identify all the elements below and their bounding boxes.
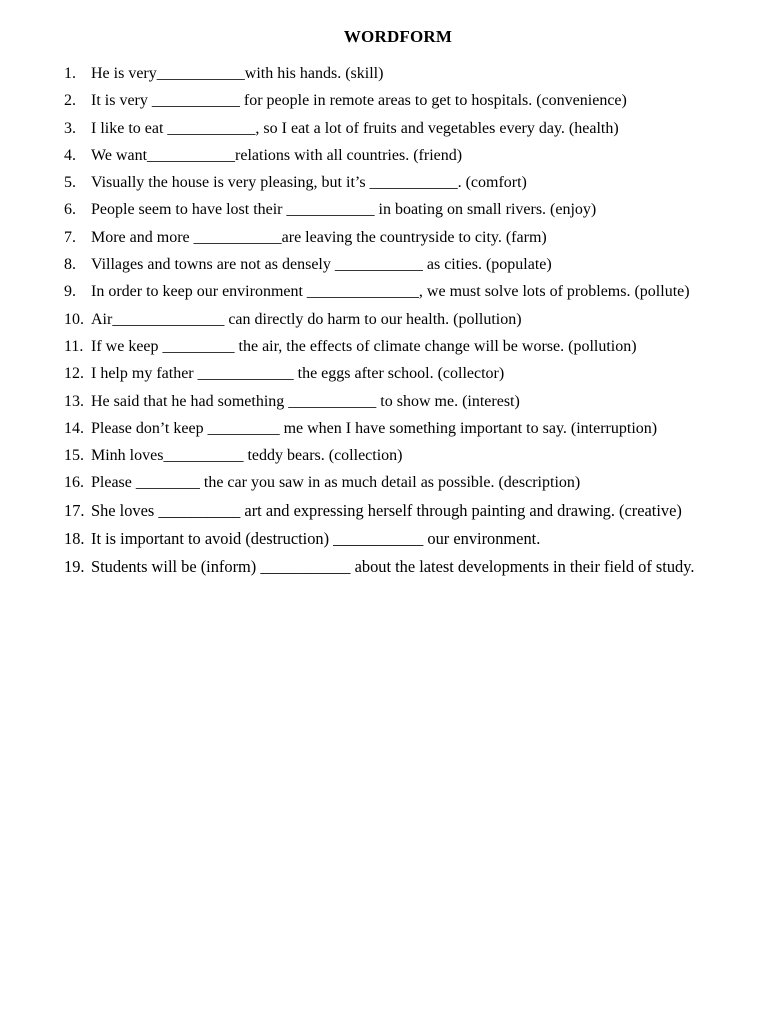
item-text: Air______________ can directly do harm to our health. (pollution) — [91, 310, 522, 328]
item-number: 11. — [64, 337, 84, 355]
item-text: He is very___________with his hands. (skill) — [91, 65, 384, 82]
item-number: 15. — [64, 447, 84, 465]
exercise-item-6 — [0, 196, 768, 223]
exercise-item-1 — [0, 60, 768, 87]
item-text: Visually the house is very pleasing, but it’s ___________. (comfort) — [91, 174, 527, 192]
exercise-item-15 — [0, 442, 768, 469]
item-number: 9. — [64, 283, 76, 301]
item-text: If we keep _________ the air, the effects of climate change will be worse. (pollution) — [91, 337, 637, 355]
item-text: It is important to avoid (destruction) ___________ our environment. — [91, 529, 541, 549]
exercise-item-16 — [0, 469, 768, 496]
exercise-item-11 — [0, 333, 768, 360]
item-number: 10. — [64, 310, 84, 328]
item-number: 18. — [64, 529, 85, 549]
exercise-item-12 — [0, 360, 768, 387]
item-text: She loves __________ art and expressing herself through painting and drawing. (creative) — [91, 500, 682, 520]
item-text: I like to eat ___________, so I eat a lot of fruits and vegetables every day. (health) — [91, 119, 619, 137]
item-text: Students will be (inform) ___________ about the latest developments in their field of study. — [91, 557, 695, 577]
item-text: Please ________ the car you saw in as much detail as possible. (description) — [91, 474, 581, 492]
exercise-item-17 — [0, 497, 768, 525]
item-number: 16. — [64, 474, 84, 492]
item-number: 17. — [64, 500, 85, 520]
exercise-item-3 — [0, 115, 768, 142]
item-number: 1. — [64, 65, 76, 82]
item-text: I help my father ____________ the eggs after school. (collector) — [91, 365, 505, 383]
item-number: 3. — [64, 119, 76, 137]
exercise-item-5 — [0, 169, 768, 196]
exercise-item-7 — [0, 224, 768, 251]
exercise-item-4 — [0, 142, 768, 169]
exercise-item-2 — [0, 87, 768, 114]
item-text: People seem to have lost their ___________ in boating on small rivers. (enjoy) — [91, 201, 597, 219]
exercise-item-14 — [0, 415, 768, 442]
item-text: We want___________relations with all countries. (friend) — [91, 146, 463, 164]
item-text: In order to keep our environment ______________, we must solve lots of problems. (pollute) — [91, 283, 690, 301]
item-number: 5. — [64, 174, 76, 192]
exercise-item-8 — [0, 251, 768, 278]
exercise-item-19 — [0, 553, 768, 581]
item-text: He said that he had something ___________ to show me. (interest) — [91, 392, 520, 410]
item-text: Please don’t keep _________ me when I have something important to say. (interruption) — [91, 419, 658, 437]
item-number: 13. — [64, 392, 84, 410]
exercise-item-18 — [0, 525, 768, 553]
exercise-item-9 — [0, 278, 768, 305]
item-number: 19. — [64, 557, 85, 577]
item-text: More and more ___________are leaving the countryside to city. (farm) — [91, 228, 547, 246]
page-title: WORDFORM — [343, 27, 453, 46]
item-number: 14. — [64, 419, 84, 437]
exercise-item-13 — [0, 388, 768, 415]
exercise-list — [0, 60, 768, 582]
item-number: 2. — [64, 92, 76, 110]
item-number: 8. — [64, 256, 76, 274]
item-number: 6. — [64, 201, 76, 219]
item-text: Villages and towns are not as densely ___________ as cities. (populate) — [91, 256, 552, 274]
exercise-item-10 — [0, 306, 768, 333]
item-text: Minh loves__________ teddy bears. (collection) — [91, 447, 403, 465]
item-number: 12. — [64, 365, 84, 383]
item-text: It is very ___________ for people in remote areas to get to hospitals. (convenience) — [91, 92, 627, 110]
item-number: 7. — [64, 228, 76, 246]
item-number: 4. — [64, 146, 76, 164]
